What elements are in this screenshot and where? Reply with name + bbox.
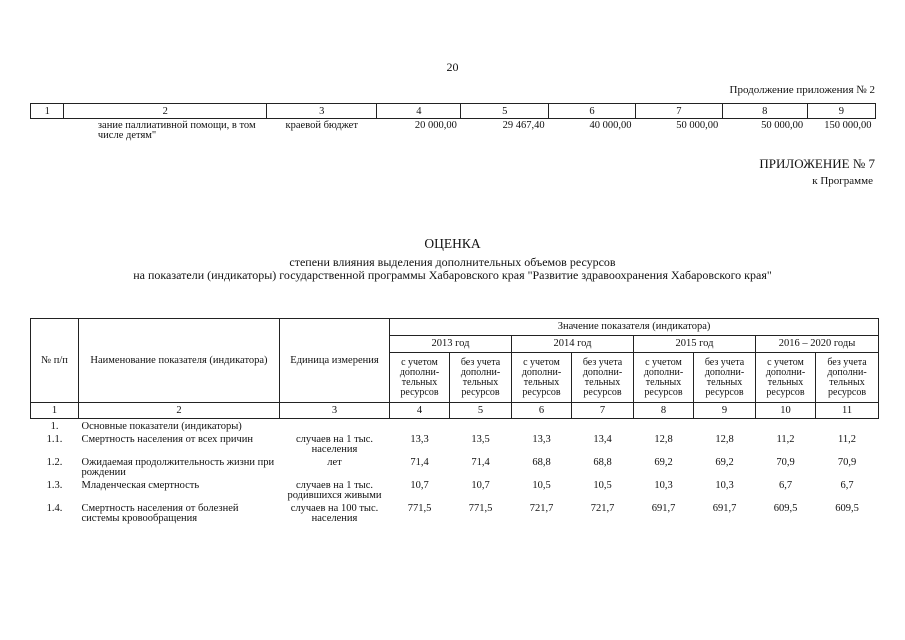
col-number: 11: [816, 403, 879, 419]
head-with-resources: с учетом дополни- тельных ресурсов: [756, 353, 816, 403]
top-table: [30, 103, 876, 141]
row-name: Смертность населения от болезней системы кровообращения: [81, 503, 239, 524]
col-number: 6: [512, 403, 572, 419]
head-without-resources: без учета дополни- тельных ресурсов: [572, 353, 634, 403]
top-row-value: 50 000,00: [676, 120, 719, 131]
document-subtitle-line2: на показатели (индикаторы) государственной программы Хабаровского края "Развитие здравоохранения Хабаровского края": [133, 268, 772, 282]
row-value: 13,3: [410, 434, 429, 445]
document-subtitle-line1: степени влияния выделения дополнительных объемов ресурсов: [289, 255, 616, 269]
row-value: 10,3: [715, 480, 734, 491]
table-row: [31, 455, 879, 478]
row-value: 13,3: [532, 434, 551, 445]
head-with-resources: с учетом дополни- тельных ресурсов: [512, 353, 572, 403]
head-unit: Единица измерения: [280, 319, 390, 403]
head-with-resources: с учетом дополни- тельных ресурсов: [634, 353, 694, 403]
section-num: 1.: [50, 421, 59, 432]
top-col-7: 7: [635, 104, 722, 119]
row-value: 12,8: [715, 434, 734, 445]
col-number: 9: [694, 403, 756, 419]
table-row: [31, 501, 879, 524]
col-number: 7: [572, 403, 634, 419]
table-row: [31, 432, 879, 455]
row-value: 10,7: [410, 480, 429, 491]
row-value: 71,4: [410, 457, 429, 468]
document-subtitle: [0, 256, 905, 282]
continuation-label: Продолжение приложения № 2: [729, 84, 875, 96]
head-value-group: Значение показателя (индикатора): [390, 319, 879, 336]
top-col-3: 3: [267, 104, 377, 119]
top-col-2: 2: [64, 104, 267, 119]
row-unit: случаев на 1 тыс. населения: [295, 434, 374, 455]
head-year: 2016 – 2020 годы: [756, 336, 879, 353]
appendix-subtitle: к Программе: [812, 175, 873, 187]
top-col-8: 8: [722, 104, 807, 119]
top-row-value: 50 000,00: [761, 120, 804, 131]
appendix-title: ПРИЛОЖЕНИЕ № 7: [759, 156, 875, 171]
row-name: Ожидаемая продолжительность жизни при рождении: [81, 457, 275, 478]
row-value: 609,5: [835, 503, 859, 514]
row-name: Смертность населения от всех причин: [81, 434, 254, 445]
head-without-resources: без учета дополни- тельных ресурсов: [694, 353, 756, 403]
top-row-source: краевой бюджет: [285, 120, 358, 131]
head-year: 2013 год: [390, 336, 512, 353]
top-col-4: 4: [377, 104, 461, 119]
head-with-resources: с учетом дополни- тельных ресурсов: [390, 353, 450, 403]
top-row-value: 150 000,00: [824, 120, 872, 131]
head-without-resources: без учета дополни- тельных ресурсов: [816, 353, 879, 403]
row-value: 68,8: [593, 457, 612, 468]
row-unit: лет: [327, 457, 342, 468]
top-table-row: [31, 119, 876, 142]
top-col-9: 9: [807, 104, 875, 119]
row-value: 691,7: [651, 503, 676, 514]
row-value: 70,9: [837, 457, 857, 468]
row-unit: случаев на 1 тыс. родившихся живыми: [287, 480, 382, 501]
row-value: 721,7: [529, 503, 554, 514]
col-number: 2: [79, 403, 280, 419]
row-value: 13,4: [593, 434, 612, 445]
col-number: 4: [390, 403, 450, 419]
row-value: 771,5: [407, 503, 432, 514]
row-value: 69,2: [654, 457, 673, 468]
row-value: 70,9: [776, 457, 795, 468]
top-table-header-row: [31, 104, 876, 119]
section-name: Основные показатели (индикаторы): [81, 421, 242, 432]
indicators-table: [30, 318, 879, 524]
row-value: 771,5: [468, 503, 493, 514]
col-number: 1: [31, 403, 79, 419]
top-row-value: 20 000,00: [414, 120, 457, 131]
col-number: 8: [634, 403, 694, 419]
head-num: № п/п: [31, 319, 79, 403]
section-row: [31, 419, 879, 433]
row-value: 71,4: [471, 457, 490, 468]
top-col-5: 5: [461, 104, 549, 119]
row-value: 6,7: [778, 480, 793, 491]
row-num: 1.4.: [46, 503, 63, 514]
row-num: 1.1.: [46, 434, 63, 445]
col-number: 3: [280, 403, 390, 419]
row-value: 68,8: [532, 457, 551, 468]
col-number: 10: [756, 403, 816, 419]
row-value: 69,2: [715, 457, 734, 468]
row-num: 1.3.: [46, 480, 63, 491]
top-row-name: зание паллиативной помощи, в том числе детям": [97, 120, 256, 141]
row-value: 11,2: [776, 434, 795, 445]
row-value: 10,3: [654, 480, 673, 491]
row-value: 10,5: [532, 480, 551, 491]
head-name: Наименование показателя (индикатора): [79, 319, 280, 403]
row-value: 12,8: [654, 434, 673, 445]
document-title: ОЦЕНКА: [424, 236, 481, 251]
row-value: 721,7: [590, 503, 615, 514]
top-col-6: 6: [549, 104, 636, 119]
row-value: 691,7: [712, 503, 737, 514]
row-value: 10,5: [593, 480, 612, 491]
top-row-num: [31, 119, 64, 142]
head-year: 2014 год: [512, 336, 634, 353]
row-unit: случаев на 100 тыс. населения: [290, 503, 379, 524]
row-name: Младенческая смертность: [81, 480, 200, 491]
row-num: 1.2.: [46, 457, 63, 468]
row-value: 11,2: [838, 434, 857, 445]
col-number: 5: [450, 403, 512, 419]
page-number: 20: [446, 60, 459, 74]
top-col-1: 1: [31, 104, 64, 119]
row-value: 13,5: [471, 434, 490, 445]
head-without-resources: без учета дополни- тельных ресурсов: [450, 353, 512, 403]
column-number-row: [31, 403, 879, 419]
top-row-value: 29 467,40: [502, 120, 545, 131]
table-row: [31, 478, 879, 501]
head-year: 2015 год: [634, 336, 756, 353]
top-row-value: 40 000,00: [589, 120, 632, 131]
row-value: 10,7: [471, 480, 490, 491]
row-value: 609,5: [773, 503, 798, 514]
row-value: 6,7: [840, 480, 854, 491]
